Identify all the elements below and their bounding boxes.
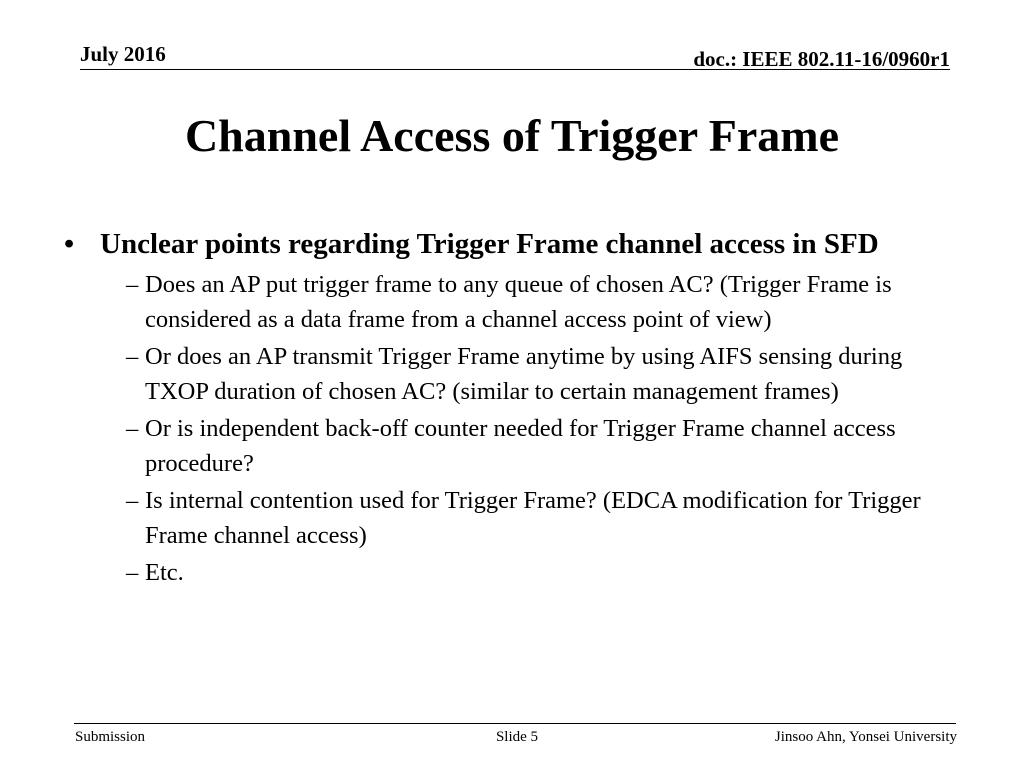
sub-bullet-list [64,268,964,591]
footer-author: Jinsoo Ahn, Yonsei University [774,729,957,745]
sub-bullet-item [64,484,964,553]
header-date: July 2016 [80,42,166,66]
sub-bullet-item [64,268,964,337]
main-bullet-text: Unclear points regarding Trigger Frame channel access in SFD [100,228,879,260]
dash-marker: – [126,487,139,514]
sub-bullet-text: Or does an AP transmit Trigger Frame anytime by using AIFS sensing during TXOP duration of chosen AC? (similar to certain management frames) [145,343,903,405]
sub-bullet-text: Does an AP put trigger frame to any queue of chosen AC? (Trigger Frame is considered as a data frame from a channel access point of view) [145,271,892,333]
dash-marker: – [126,559,139,586]
dash-marker: – [126,343,139,370]
sub-bullet-item [64,556,964,591]
main-bullet [64,224,964,264]
slide-content [64,224,964,594]
slide-title: Channel Access of Trigger Frame [184,110,840,161]
bullet-marker: • [64,228,75,260]
dash-marker: – [126,271,139,298]
sub-bullet-item [64,340,964,409]
footer-submission: Submission [75,729,146,745]
dash-marker: – [126,415,139,442]
sub-bullet-text: Etc. [145,559,184,586]
header-divider [80,69,950,70]
sub-bullet-item [64,412,964,481]
sub-bullet-text: Or is independent back-off counter needed for Trigger Frame channel access procedure? [145,415,896,477]
footer-slide-number: Slide 5 [495,729,539,745]
footer-divider [74,723,956,724]
sub-bullet-text: Is internal contention used for Trigger Frame? (EDCA modification for Trigger Frame channel access) [145,487,921,549]
header-doc-id: doc.: IEEE 802.11-16/0960r1 [693,47,950,71]
